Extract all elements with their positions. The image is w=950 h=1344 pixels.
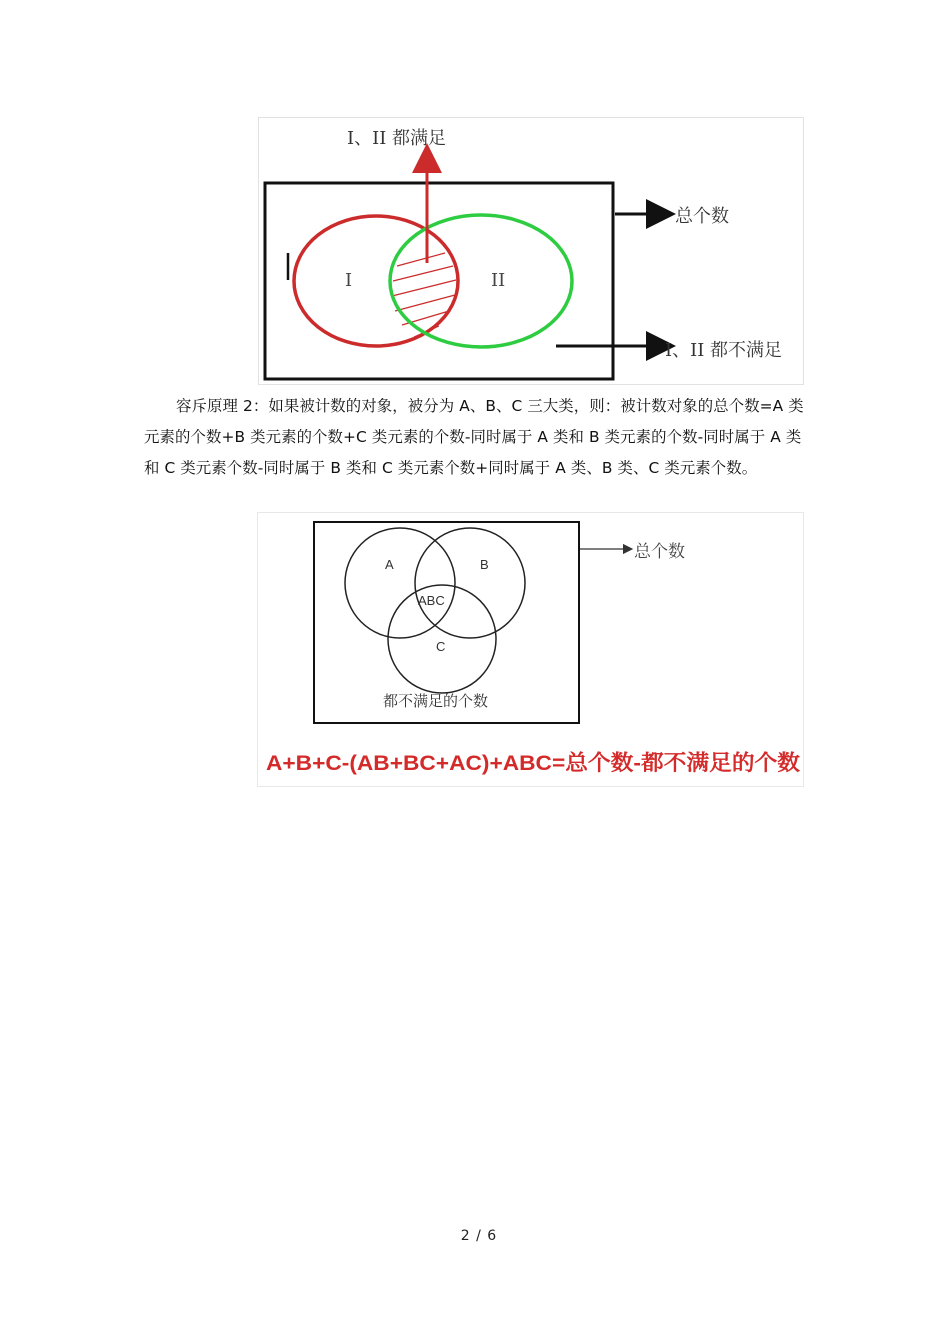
label-both: I、II 都满足	[347, 128, 447, 149]
label-a: A	[385, 557, 394, 572]
universe-frame	[265, 183, 613, 379]
formula: A+B+C-(AB+BC+AC)+ABC=总个数-都不满足的个数	[266, 751, 772, 775]
label-set-2: II	[491, 270, 506, 291]
label-c: C	[436, 639, 446, 654]
label-b: B	[480, 557, 489, 572]
label-total: 总个数	[634, 542, 685, 562]
label-total: 总个数	[675, 206, 729, 227]
label-neither: I、II 都不满足	[665, 340, 783, 361]
principle-2-paragraph: 容斥原理 2：如果被计数的对象，被分为 A、B、C 三大类，则：被计数对象的总个数=A 类元素的个数+B 类元素的个数+C 类元素的个数-同时属于 A 类和 B 类元素的个数-同时属于 A 类和 C 类元素个数-同时属于 B 类和 C 类元素个数+同时属于 A 类、B 类、C 类元素个数。	[144, 397, 804, 477]
venn-three-sets-svg	[258, 513, 805, 788]
set-2-circle	[390, 215, 572, 347]
page-number: 2 / 6	[460, 1228, 498, 1244]
set-a-circle	[345, 528, 455, 638]
label-set-1: I	[345, 270, 353, 291]
venn-two-sets-svg	[259, 118, 805, 386]
intersection-hatch	[392, 253, 456, 337]
label-neither: 都不满足的个数	[383, 692, 489, 710]
venn-diagram-two-sets	[258, 117, 804, 385]
label-abc: ABC	[418, 593, 445, 608]
set-b-circle	[415, 528, 525, 638]
set-1-circle	[294, 216, 458, 346]
venn-diagram-three-sets	[257, 512, 804, 787]
